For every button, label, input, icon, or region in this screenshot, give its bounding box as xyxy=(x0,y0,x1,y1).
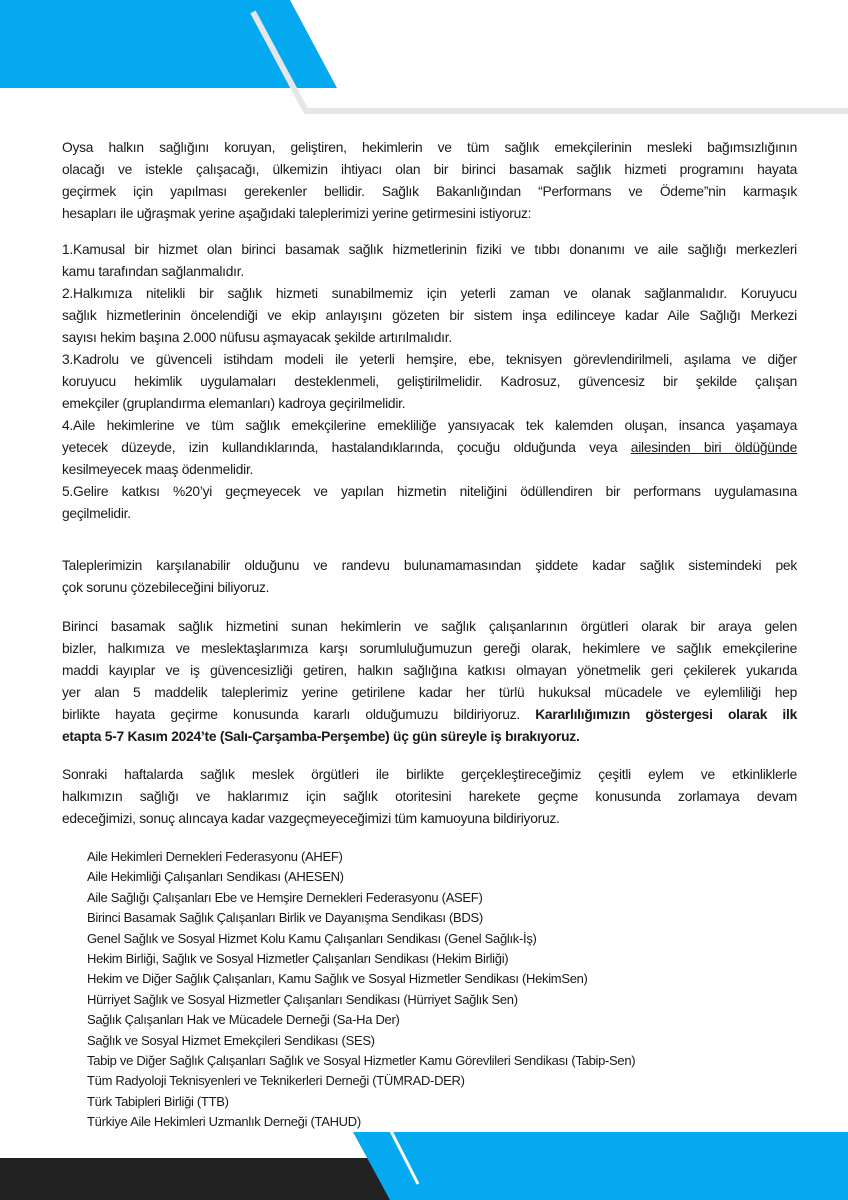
text-segment: birlikte hayata geçirme konusunda kararlı olduğumuzu bildiriyoruz. xyxy=(62,707,536,722)
text-segment: yetecek düzeyde, izin kullandıklarında, hastalandıklarında, çocuğu olduğunda veya xyxy=(62,440,631,455)
bold-text: Kararlılığımızın göstergesi olarak ilk xyxy=(535,707,797,722)
signatory-item: Tabip ve Diğer Sağlık Çalışanları Sağlık ve Sosyal Hizmetler Kamu Görevlileri Sendikası (Tabip-Sen) xyxy=(87,1053,636,1069)
signatory-item: Birinci Basamak Sağlık Çalışanları Birlik ve Dayanışma Sendikası (BDS) xyxy=(87,910,483,926)
signatory-item: Aile Hekimleri Dernekleri Federasyonu (AHEF) xyxy=(87,849,343,864)
signatory-item: Hekim Birliği, Sağlık ve Sosyal Hizmetler Çalışanları Sendikası (Hekim Birliği) xyxy=(87,951,509,967)
text-line: olacağı ve istekle çalışacağı, ülkemizin ihtiyacı olan bir birinci basamak sağlık hizmeti programını hayata xyxy=(62,162,797,177)
signatory-item: Hekim ve Diğer Sağlık Çalışanları, Kamu Sağlık ve Sosyal Hizmetler Sendikası (HekimSen) xyxy=(87,971,588,987)
underlined-text: ailesinden biri öldüğünde xyxy=(630,440,797,455)
text-line: sağlık hizmetlerinin öncelendiği ve ekip anlayışını gözeten bir sistem inşa edilinceye kadar Aile Sağlığı Merkezi xyxy=(62,308,797,323)
text-line: koruyucu hekimlik uygulamaları desteklenmeli, geliştirilmelidir. Kadrosuz, güvencesiz bir şekilde çalışan xyxy=(62,374,797,389)
signatory-item: Türkiye Aile Hekimleri Uzmanlık Derneği (TAHUD) xyxy=(87,1114,361,1130)
signatory-item: Aile Hekimliği Çalışanları Sendikası (AHESEN) xyxy=(87,869,344,885)
signatory-item: Aile Sağlığı Çalışanları Ebe ve Hemşire Dernekleri Federasyonu (ASEF) xyxy=(87,889,483,905)
text-segment: edeceğimizi, sonuç alıncaya kadar vazgeçmeyeceğimizi tüm kamuoyuna bildiriyoruz. xyxy=(62,811,560,826)
footer-blue-band xyxy=(353,1132,848,1200)
text-segment: geçilmelidir. xyxy=(62,506,131,521)
text-segment: emekçiler (gruplandırma elemanları) kadroya geçirilmelidir. xyxy=(62,396,406,411)
text-line: yer alan 5 maddelik taleplerimiz yerine getirilene kadar her türlü hukuksal mücadele ve eylemliliği hep xyxy=(62,685,797,700)
text-line: 5.Gelire katkısı %20’yi geçmeyecek ve yapılan hizmetin niteliğini ödüllendiren bir performans uygulamasına xyxy=(62,484,797,499)
text-line: 3.Kadrolu ve güvenceli istihdam modeli ile yeterli hemşire, ebe, teknisyen görevlendirilmeli, aşılama ve diğer xyxy=(62,352,797,367)
text-line: halkımızın sağlığı ve haklarımız için sağlık otoritesini harekete geçme konusunda zorlamaya devam xyxy=(62,789,797,804)
text-line: bizler, halkımıza ve meslektaşlarımıza karşı sorumluluğumuzun gereği olarak, hekimlere ve sağlık emekçilerine xyxy=(62,641,797,656)
text-line: maddi kayıplar ve iş güvencesizliği getiren, halkın sağlığına katkısı olmayan yönetmelik geri çekilerek yukarıda xyxy=(62,663,797,678)
signatory-item: Genel Sağlık ve Sosyal Hizmet Kolu Kamu Çalışanları Sendikası (Genel Sağlık-İş) xyxy=(87,930,537,946)
text-segment: çok sorunu çözebileceğini biliyoruz. xyxy=(62,580,270,595)
text-line: Oysa halkın sağlığını koruyan, geliştiren, hekimlerin ve tüm sağlık emekçilerinin mesleki bağımsızlığının xyxy=(62,140,797,155)
text-line: 2.Halkımıza nitelikli bir sağlık hizmeti sunabilmemiz için yeterli zaman ve olanak sağlanmalıdır. Koruyucu xyxy=(62,286,797,301)
signatory-item: Sağlık Çalışanları Hak ve Mücadele Derneği (Sa-Ha Der) xyxy=(87,1012,400,1028)
signatory-item: Hürriyet Sağlık ve Sosyal Hizmetler Çalışanları Sendikası (Hürriyet Sağlık Sen) xyxy=(87,991,518,1007)
text-line: Taleplerimizin karşılanabilir olduğunu ve randevu bulunamamasından şiddete kadar sağlık sistemindeki pek xyxy=(62,558,797,573)
text-line: Sonraki haftalarda sağlık meslek örgütleri ile birlikte gerçekleştireceğimiz çeşitli eylem ve etkinliklerle xyxy=(62,767,797,782)
signatory-item: Türk Tabipleri Birliği (TTB) xyxy=(87,1093,229,1109)
text-line: 4.Aile hekimlerine ve tüm sağlık emekçilerine emekliliğe yansıyacak tek kalemden oluşan, insanca yaşamaya xyxy=(62,418,797,433)
bold-text: etapta 5-7 Kasım 2024’te (Salı-Çarşamba-Perşembe) üç gün süreyle iş bırakıyoruz. xyxy=(62,729,580,744)
text-line: Birinci basamak sağlık hizmetini sunan hekimlerin ve sağlık çalışanlarının örgütleri olarak bir araya gelen xyxy=(62,619,797,634)
text-line: 1.Kamusal bir hizmet olan birinci basamak sağlık hizmetlerinin fiziki ve tıbbı donanımı ve aile sağlığı merkezleri xyxy=(62,242,797,257)
signatory-item: Tüm Radyoloji Teknisyenleri ve Teknikerleri Derneği (TÜMRAD-DER) xyxy=(87,1073,465,1089)
text-segment: kamu tarafından sağlanmalıdır. xyxy=(62,264,244,279)
signatory-item: Sağlık ve Sosyal Hizmet Emekçileri Sendikası (SES) xyxy=(87,1032,375,1048)
text-segment: hesapları ile uğraşmak yerine aşağıdaki taleplerimizi yerine getirmesini istiyoruz: xyxy=(62,206,532,221)
text-line: geçirmek için yapılması gerekenler bellidir. Sağlık Bakanlığından “Performans ve Ödeme”nin karmaşık xyxy=(62,184,797,199)
text-segment: sayısı hekim başına 2.000 nüfusu aşmayacak şekilde artırılmalıdır. xyxy=(62,330,452,345)
text-segment: kesilmeyecek maaş ödenmelidir. xyxy=(62,462,254,477)
